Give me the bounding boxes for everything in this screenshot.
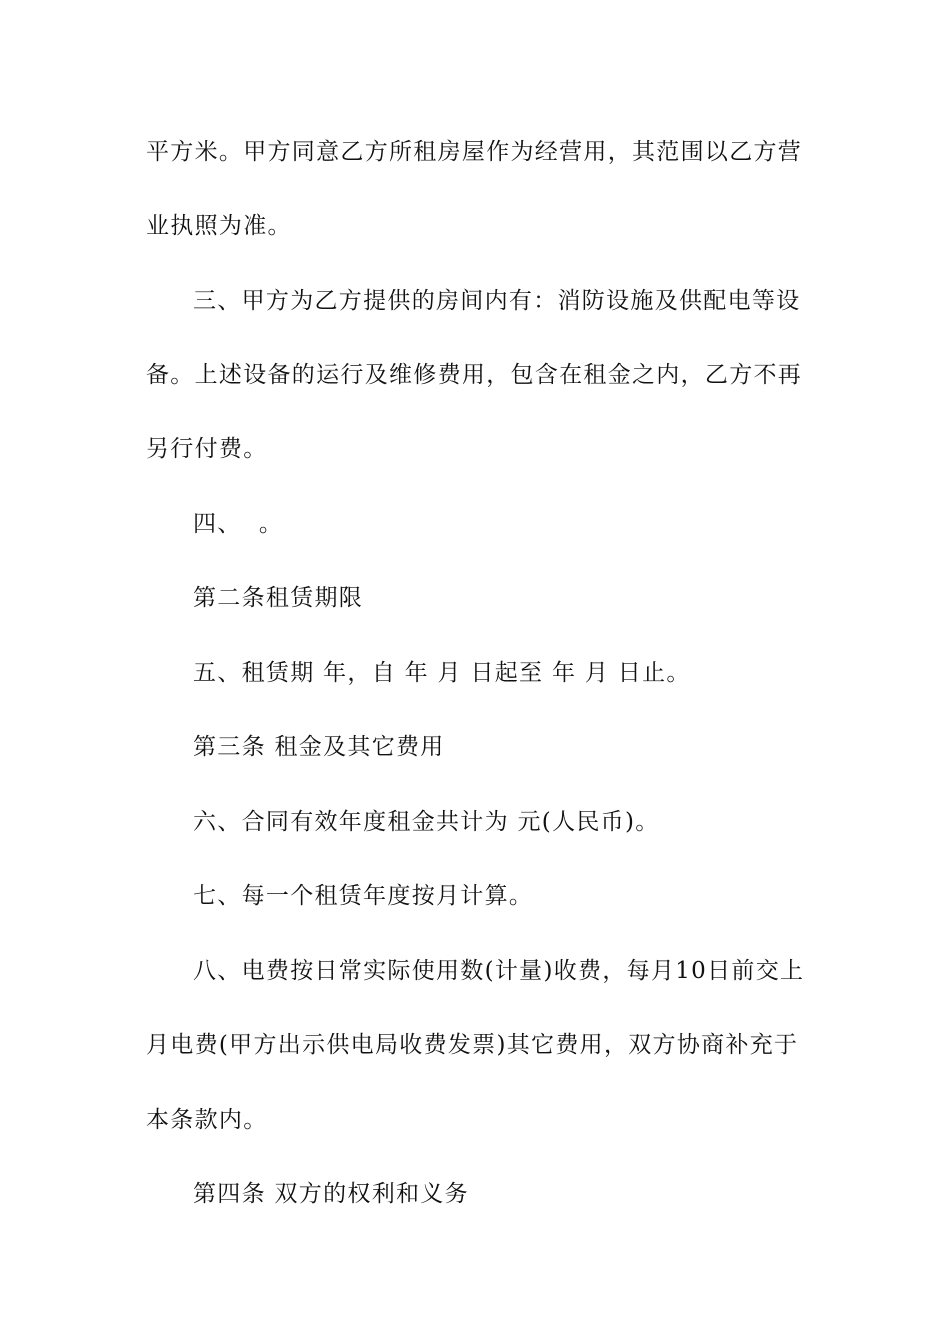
text-line: 四、 。: [193, 511, 284, 537]
text-line: 业执照为准。: [146, 213, 292, 239]
text-line: 七、每一个租赁年度按月计算。: [193, 883, 534, 909]
text-line: 另行付费。: [146, 436, 268, 462]
text-line: 月电费(甲方出示供电局收费发票)其它费用，双方协商补充于: [146, 1032, 799, 1058]
section-heading: 第三条 租金及其它费用: [193, 734, 445, 760]
text-line: 五、租赁期 年，自 年 月 日起至 年 月 日止。: [193, 660, 691, 686]
text-line: 备。上述设备的运行及维修费用，包含在租金之内，乙方不再: [146, 362, 803, 388]
section-heading: 第四条 双方的权利和义务: [193, 1181, 469, 1207]
text-line: 平方米。甲方同意乙方所租房屋作为经营用，其范围以乙方营: [146, 139, 803, 165]
text-line: 本条款内。: [146, 1107, 268, 1133]
text-line: 八、电费按日常实际使用数(计量)收费，每月10日前交上: [193, 958, 805, 984]
section-heading: 第二条租赁期限: [193, 585, 364, 611]
text-line: 六、合同有效年度租金共计为 元(人民币)。: [193, 809, 660, 835]
text-line: 三、甲方为乙方提供的房间内有：消防设施及供配电等设: [193, 288, 801, 314]
